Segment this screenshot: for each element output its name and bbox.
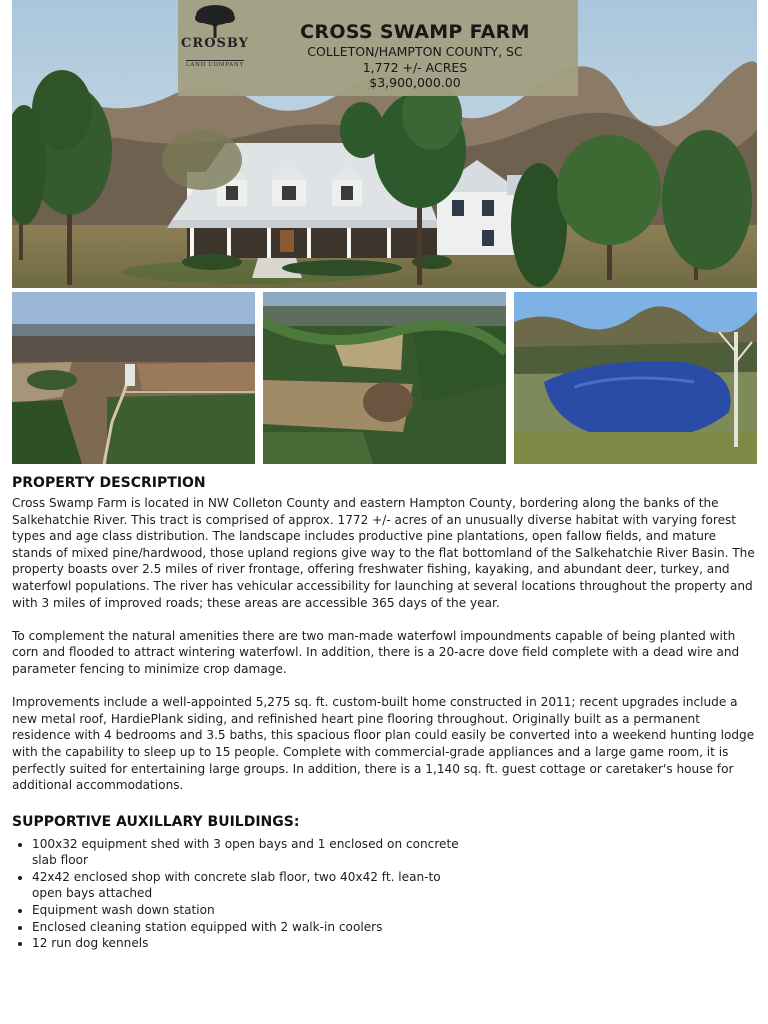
price-text: $3,900,000.00 <box>369 75 461 90</box>
aerial-forest-illustration <box>263 292 506 464</box>
page-title: CROSS SWAMP FARM <box>300 21 530 43</box>
description-paragraph-2: To complement the natural amenities there are two man-made waterfowl impoundments capable of being planted with corn and flooded to attract wintering waterfowl. In addition, there is a 20-acre dove field complete with a dead wire and parameter fencing to minimize crop damage. <box>12 628 740 676</box>
location-text: COLLETON/HAMPTON COUNTY, SC <box>307 44 523 59</box>
buildings-heading: SUPPORTIVE AUXILLARY BUILDINGS: <box>12 813 300 830</box>
logo-wordmark: CROSBY <box>181 36 249 51</box>
aerial-forest-photo <box>263 292 506 464</box>
list-item: • Equipment wash down station <box>32 902 472 919</box>
acreage-text: 1,772 +/- ACRES <box>362 59 468 75</box>
pond-photo <box>514 292 757 464</box>
crosby-logo <box>178 4 252 66</box>
pond-illustration <box>514 292 757 464</box>
description-paragraph-3: Improvements include a well-appointed 5,275 sq. ft. custom-built home constructed in 2011; recent upgrades include a new metal roof, HardiePlank siding, and refinished heart pine flooring throughout. Originally built as a permanent residence with 4 bedrooms and 3.5 baths, this spacious floor plan could easily be converted into a weekend hunting lodge with the capability to sleep up to 15 people. Complete with commercial-grade appliances and a large game room, it is perfectly suited for entertaining large groups. In addition, there is a 1,140 sq. ft. guest cottage or caretaker's house for additional accommodations. <box>12 695 755 793</box>
aerial-fields-illustration <box>12 292 255 464</box>
buildings-list <box>12 836 472 952</box>
list-item: • 100x32 equipment shed with 3 open bays and 1 enclosed on concrete slab floor <box>32 836 472 869</box>
oak-tree-icon <box>193 4 237 38</box>
header-banner <box>178 0 578 96</box>
list-item: • Enclosed cleaning station equipped with 2 walk-in coolers <box>32 919 472 936</box>
listing-content <box>12 472 758 952</box>
description-paragraph-1: Cross Swamp Farm is located in NW Colleton County and eastern Hampton County, bordering along the banks of the Salkehatchie River. This tract is comprised of approx. 1772 +/- acres of an unusually diverse habitat with varying forest types and age class distribution. The landscape includes productive pine plantations, open fallow fields, and mature stands of mixed pine/hardwood, those upland regions give way to the flat bottomland of the Salkehatchie River Basin. The property boasts over 2.5 miles of river frontage, offering freshwater fishing, kayaking, and abundant deer, turkey, and waterfowl populations. The river has vehicular accessibility for launching at several locations throughout the property and with 3 miles of improved roads; these areas are accessible 365 days of the year. <box>12 496 755 610</box>
list-item: • 12 run dog kennels <box>32 935 472 952</box>
property-description-heading: PROPERTY DESCRIPTION <box>12 475 206 491</box>
list-item: • 42x42 enclosed shop with concrete slab floor, two 40x42 ft. lean-to open bays attached <box>32 869 472 902</box>
aerial-fields-photo <box>12 292 255 464</box>
listing-summary <box>252 20 578 91</box>
logo-subtitle: LAND COMPANY <box>185 62 245 68</box>
